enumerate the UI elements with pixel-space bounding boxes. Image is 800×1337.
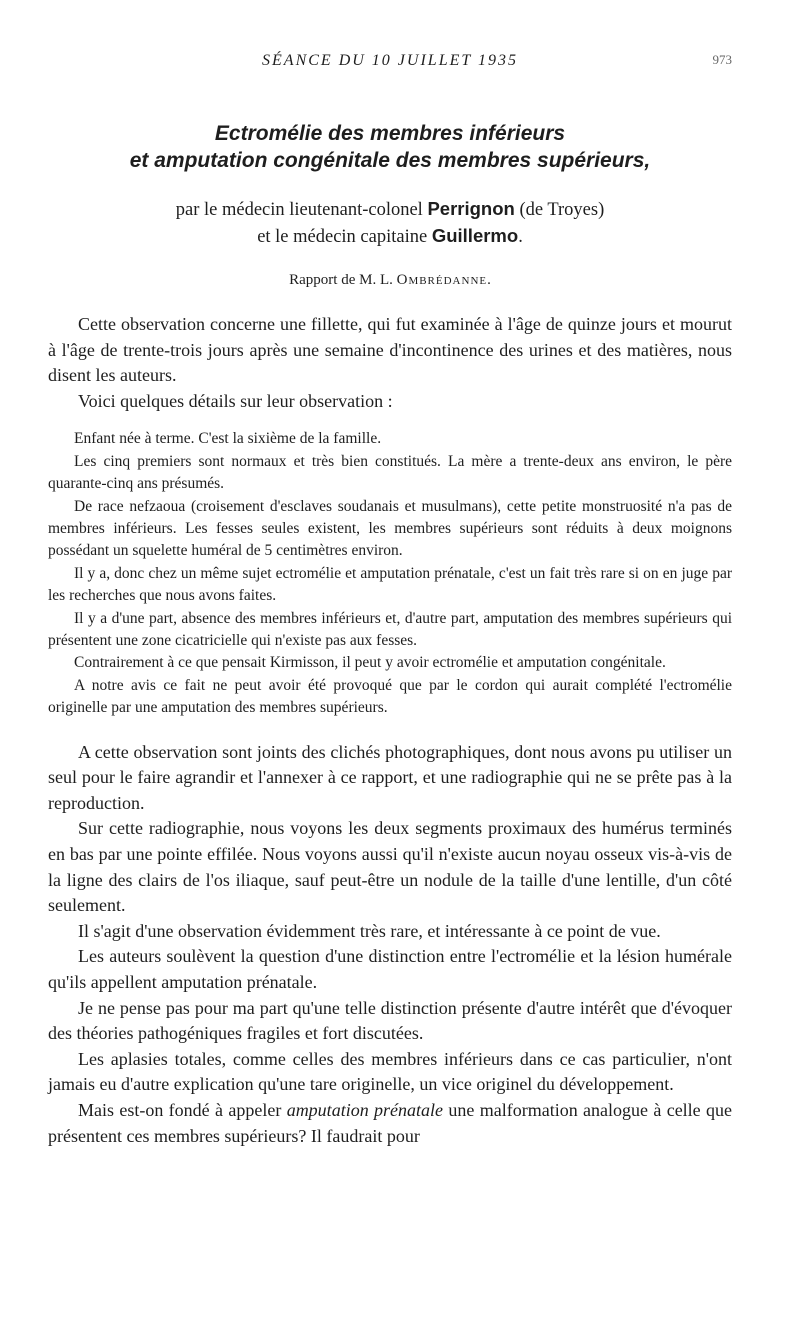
quoted-observation [48, 428, 732, 719]
quoted-paragraph: Les cinq premiers sont normaux et très bien constitués. La mère a trente-deux ans environ, le père quarante-cinq ans présumés. [48, 452, 732, 493]
authors-line-2-prefix: et le médecin capitaine [257, 227, 428, 247]
body-paragraph: Sur cette radiographie, nous voyons les deux segments proximaux des humérus terminés en bas par une pointe effilée. Nous voyons aussi qu'il n'existe aucun noyau osseux vis-à-vis de la ligne des clairs de l'os iliaque, sauf peut-être un nodule de la taille d'une lentille, d'un côté seulement. [48, 818, 732, 916]
authors-block [48, 196, 732, 250]
running-header [48, 48, 732, 76]
title-line-2: et amputation congénitale des membres supérieurs, [129, 149, 651, 172]
author-1-name: Perrignon [427, 198, 515, 219]
authors-line-1 [48, 196, 732, 223]
authors-line-2-suffix: . [518, 227, 523, 247]
quoted-paragraph: Contrairement à ce que pensait Kirmisson, il peut y avoir ectromélie et amputation congénitale. [74, 654, 666, 672]
italic-term: amputation prénatale [286, 1099, 444, 1120]
report-attribution [48, 270, 732, 290]
quoted-paragraph: Il y a, donc chez un même sujet ectromélie et amputation prénatale, c'est un fait très rare si on en juge par les recherches que nous avons faites. [48, 564, 732, 605]
title-line-1: Ectromélie des membres inférieurs [214, 122, 566, 145]
last-paragraph [48, 1098, 732, 1149]
last-paragraph-end: une malformation analogue à celle que présentent ces membres supérieurs? Il faudrait pour [48, 1099, 733, 1146]
authors-line-1-prefix: par le médecin lieutenant-colonel [175, 200, 423, 220]
reporter-name: Ombrédanne [396, 272, 488, 288]
body-paragraph: Les aplasies totales, comme celles des membres inférieurs dans ce cas particulier, n'ont jamais eu d'autre explication qu'une tare originelle, un vice originel du développement. [48, 1048, 732, 1095]
quoted-paragraph: Il y a d'une part, absence des membres inférieurs et, d'autre part, amputation des membres supérieurs qui présentent une zone cicatricielle qui n'existe pas aux fesses. [48, 609, 732, 650]
intro-paragraph: Voici quelques détails sur leur observation : [78, 390, 393, 411]
body-paragraph: Les auteurs soulèvent la question d'une distinction entre l'ectromélie et la lésion humérale qu'ils appellent amputation prénatale. [48, 946, 732, 992]
body-paragraph: A cette observation sont joints des clichés photographiques, dont nous avons pu utiliser un seul pour le faire agrandir et l'annexer à ce rapport, et une radiographie qui ne se prête pas à la reproduction. [48, 741, 732, 813]
document-page [48, 48, 732, 1308]
article-title [48, 120, 732, 174]
report-suffix: . [487, 272, 491, 288]
authors-line-2 [48, 223, 732, 250]
quoted-paragraph: A notre avis ce fait ne peut avoir été provoqué que par le cordon qui aurait complété l'ectromélie originelle par une amputation des membres supérieurs. [48, 676, 732, 717]
main-text-section [48, 740, 732, 1150]
last-paragraph-start: Mais est-on fondé à appeler [78, 1099, 282, 1120]
quoted-paragraph: De race nefzaoua (croisement d'esclaves soudanais et musulmans), cette petite monstruosité n'a pas de membres inférieurs. Les fesses seules existent, les membres supérieurs sont réduits à deux moignons possédant un squelette huméral de 5 centimètres environ. [48, 497, 732, 560]
page-number: 973 [712, 52, 732, 67]
intro-paragraph: Cette observation concerne une fillette, qui fut examinée à l'âge de quinze jours et mourut à l'âge de trente-trois jours après une semaine d'incontinence des urines et des matières, nous disent les auteurs. [48, 314, 732, 386]
author-2-name: Guillermo [431, 225, 519, 246]
body-paragraph: Il s'agit d'une observation évidemment très rare, et intéressante à ce point de vue. [78, 920, 661, 941]
quoted-paragraph: Enfant née à terme. C'est la sixième de la famille. [74, 430, 382, 448]
report-prefix: Rapport de M. L. [289, 272, 393, 288]
intro-section [48, 312, 732, 414]
authors-line-1-suffix: (de Troyes) [519, 200, 605, 220]
running-title: SÉANCE DU 10 JUILLET 1935 [262, 52, 518, 69]
body-paragraph: Je ne pense pas pour ma part qu'une telle distinction présente d'autre intérêt que d'évoquer des théories pathogéniques fragiles et fort discutées. [48, 997, 732, 1044]
